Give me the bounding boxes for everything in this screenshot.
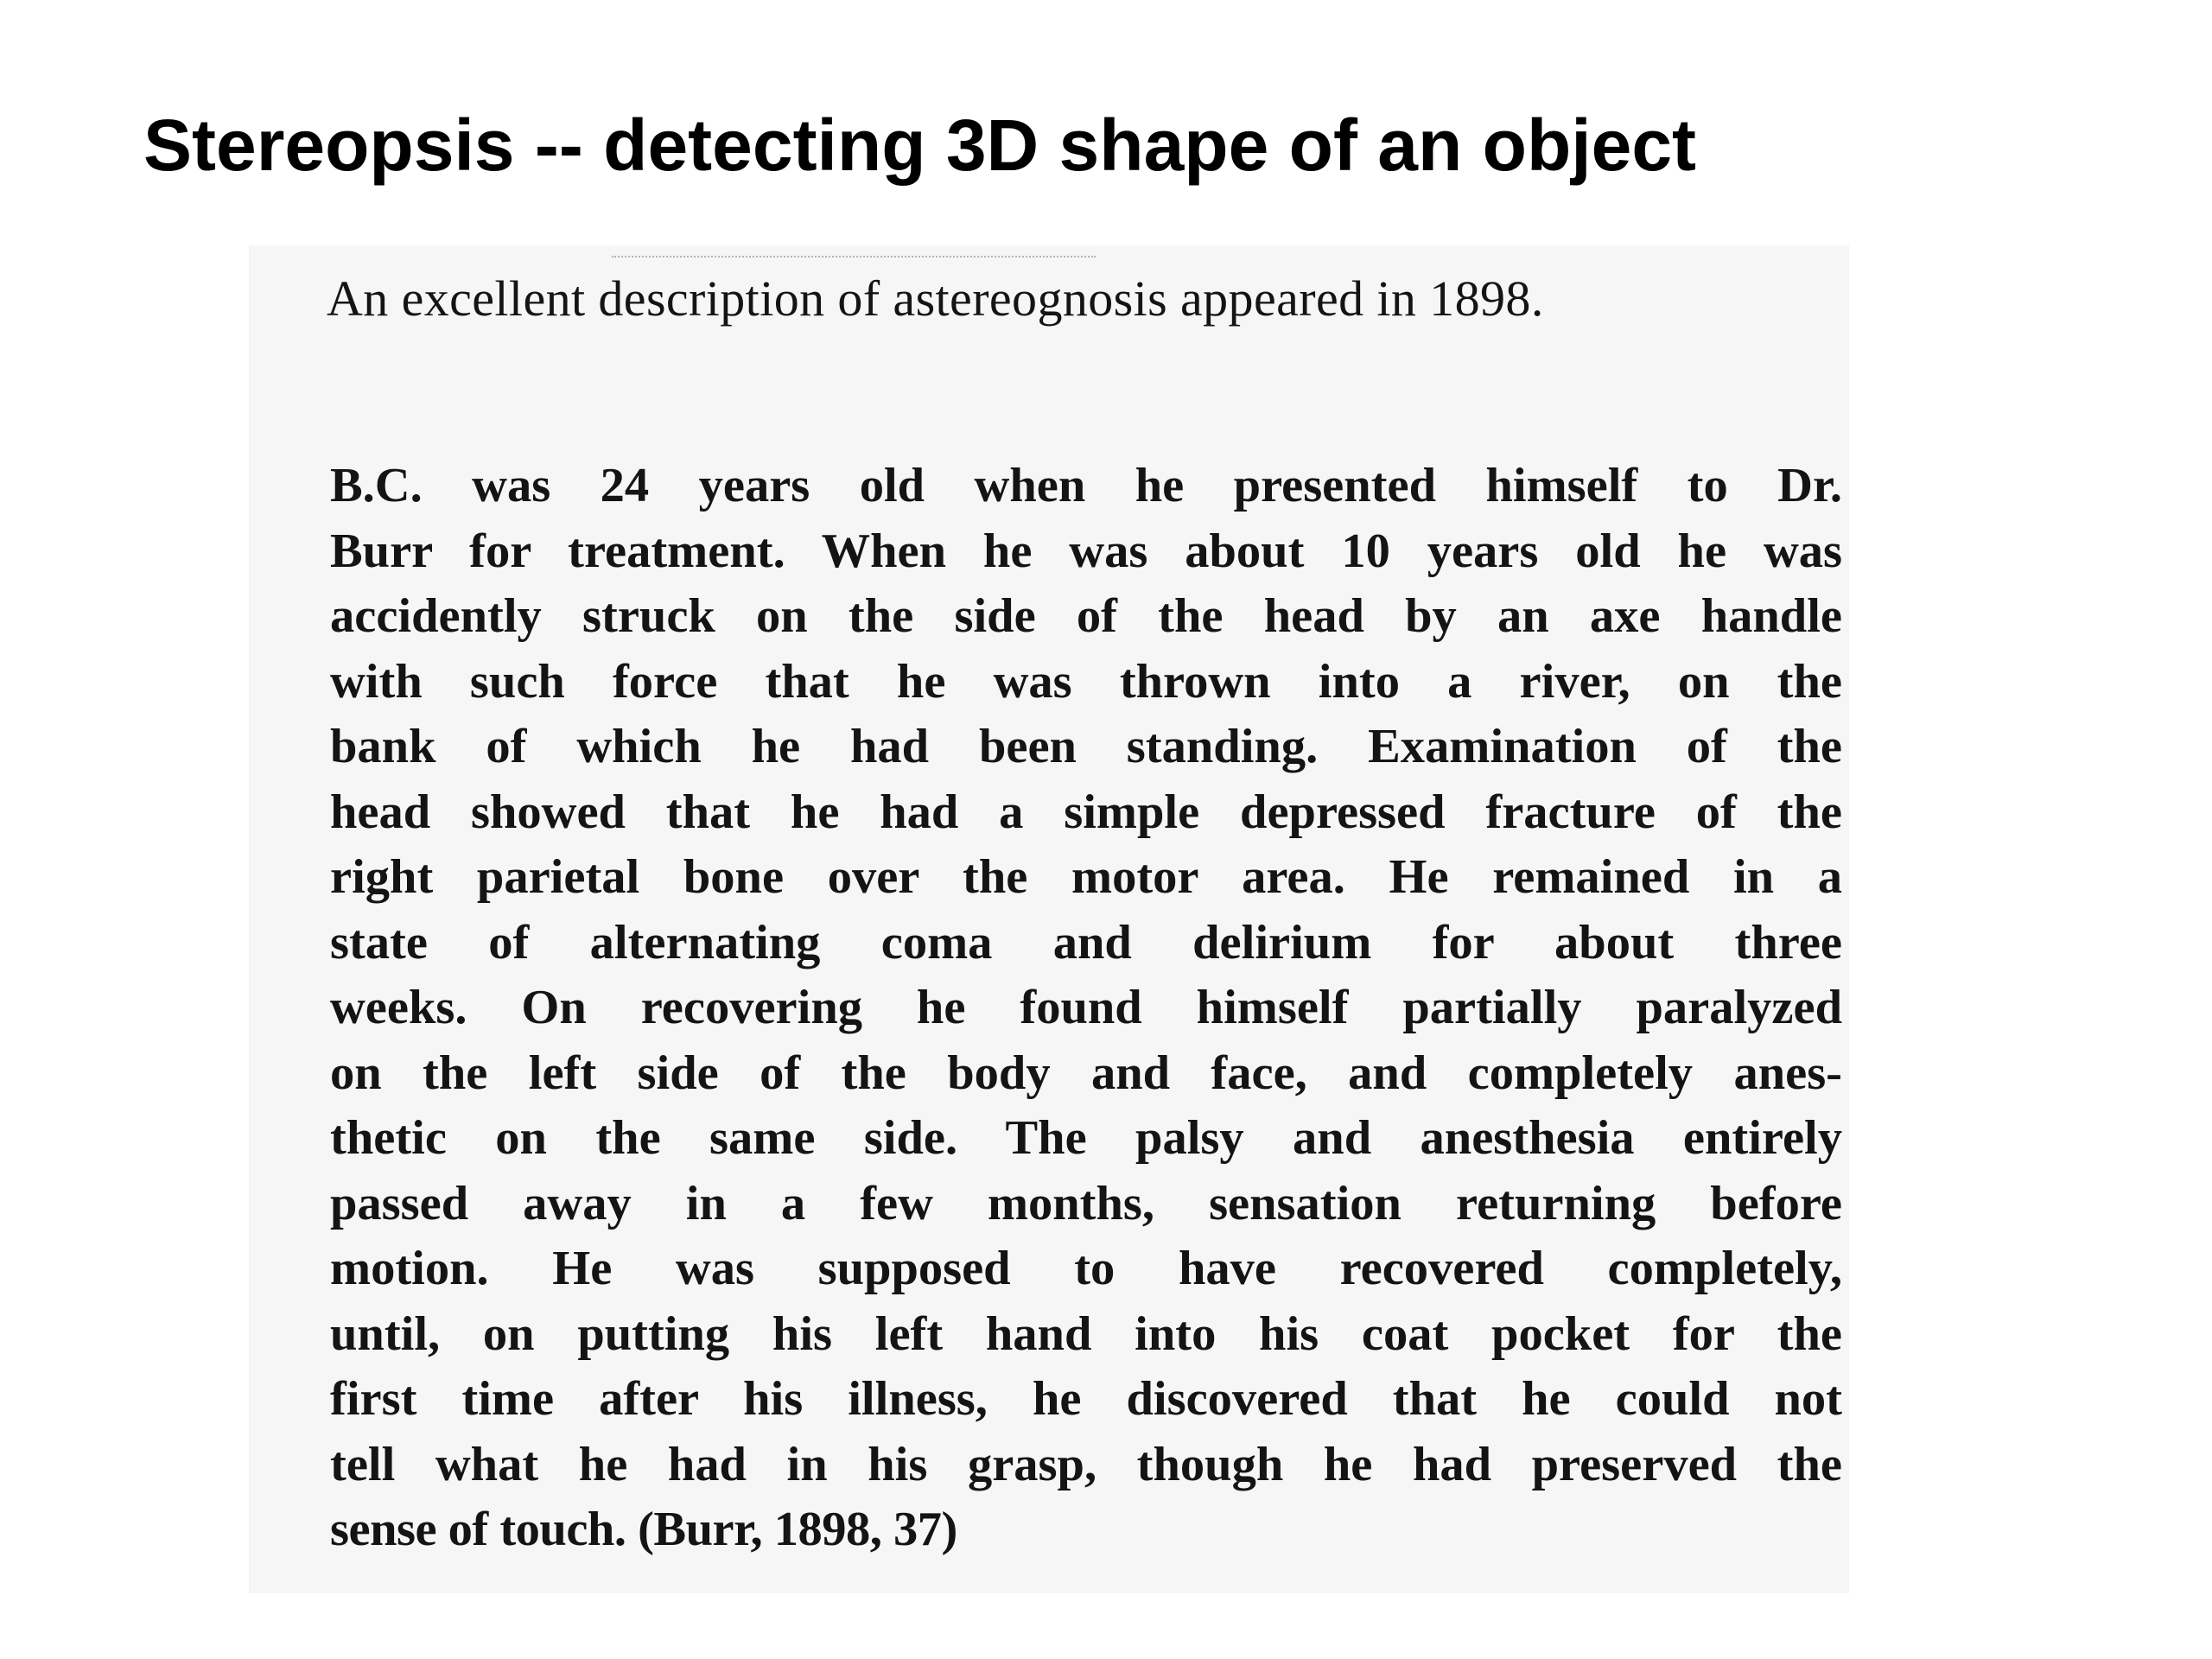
quote-line: weeks. On recovering he found himself partially paralyzed: [330, 981, 1842, 1034]
scan-artifact-divider: [612, 256, 1096, 257]
quote-line: passed away in a few months, sensation returning before: [330, 1176, 1842, 1230]
quote-line: tell what he had in his grasp, though he had preserved the: [330, 1437, 1842, 1491]
case-quote-block: [330, 454, 1842, 1563]
quote-line: head showed that he had a simple depressed fracture of the: [330, 785, 1842, 839]
quote-line: thetic on the same side. The palsy and anesthesia entirely: [330, 1111, 1842, 1165]
slide-title: Stereopsis -- detecting 3D shape of an object: [143, 105, 1697, 186]
quote-line: motion. He was supposed to have recovered completely,: [330, 1242, 1842, 1295]
quote-line: on the left side of the body and face, and completely anes-: [330, 1046, 1842, 1100]
quote-line: B.C. was 24 years old when he presented himself to Dr.: [330, 459, 1842, 512]
quote-line: with such force that he was thrown into a river, on the: [330, 654, 1842, 709]
intro-paragraph: An excellent description of astereognosis appeared in 1898.: [327, 270, 1544, 327]
quote-line: bank of which he had been standing. Examination of the: [330, 720, 1842, 773]
quote-line: Burr for treatment. When he was about 10 years old he was: [330, 524, 1842, 578]
quote-line: accidently struck on the side of the head by an axe handle: [330, 589, 1842, 643]
quote-line: until, on putting his left hand into his coat pocket for the: [330, 1306, 1842, 1361]
quote-citation-line: sense of touch. (Burr, 1898, 37): [330, 1503, 957, 1556]
scanned-text-excerpt: [249, 245, 1849, 1593]
quote-line: first time after his illness, he discovered that he could not: [330, 1372, 1842, 1426]
quote-line: right parietal bone over the motor area. He remained in a: [330, 850, 1842, 904]
quote-line: state of alternating coma and delirium for about three: [330, 915, 1842, 969]
